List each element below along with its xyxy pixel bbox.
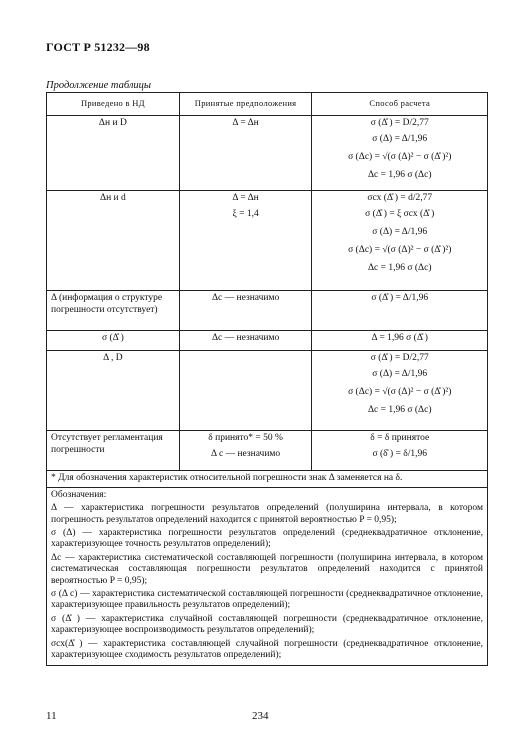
- note-item: σсх(Δ̊ ) — характеристика составляющей случайной погрешности (среднеквадратичное отклонение, характеризующее сходимость результатов определений);: [51, 638, 483, 660]
- footnote: * Для обозначения характеристик относительной погрешности знак Δ заменяется на δ.: [47, 471, 488, 488]
- formula-line: σ (Δ̊ ) = Δ/1,96: [371, 293, 429, 303]
- notes-row: [47, 487, 488, 665]
- column-header-method: Способ расчета: [312, 93, 488, 116]
- assumption-line: ξ = 1,4: [232, 209, 259, 219]
- footnote-row: [47, 471, 488, 488]
- footer-page-number: 234: [252, 710, 269, 722]
- methods-table: [46, 92, 488, 666]
- note-item: σ (Δ) — характеристика погрешности результатов определений (среднеквадратичное отклонение, характеризующее точность результатов определений);: [51, 528, 483, 550]
- formula-line: σ (Δ̊ ) = ξ σсх (Δ̊ ): [365, 209, 435, 219]
- table-row: [47, 431, 488, 471]
- cell-assumptions: [179, 351, 312, 431]
- cell-given: Δн и d: [47, 191, 180, 291]
- notes-title: Обозначения:: [51, 489, 107, 500]
- cell-method: [312, 291, 488, 331]
- formula-line: σ (Δ̊ ) = D/2,77: [370, 118, 429, 128]
- cell-given: σ (Δ̊ ): [47, 331, 180, 351]
- formula-line: σ (Δc) = √(σ (Δ)² − σ (Δ̊ )²): [348, 387, 452, 397]
- cell-given: Отсутствует регламентация погрешности: [47, 431, 180, 471]
- assumption-line: Δ c — незначимо: [211, 449, 281, 459]
- formula-line: σ (Δc) = √(σ (Δ)² − σ (Δ̊ )²): [348, 245, 452, 255]
- cell-method: [312, 331, 488, 351]
- formula-line: Δc = 1,96 σ (Δc): [367, 263, 432, 273]
- formula-line: σ (δ̊ ) = δ/1,96: [372, 449, 427, 459]
- assumption-line: Δc — незначимо: [211, 333, 280, 343]
- table-row: [47, 331, 488, 351]
- formula-line: Δc = 1,96 σ (Δc): [367, 405, 432, 415]
- note-item: Δc — характеристика систематической составляющей погрешности (полуширина интервала, в котором систематическая составляющая погрешности результатов определений находится с принятой вероятностью P = 0,95);: [51, 552, 483, 586]
- formula-line: σ (Δ) = Δ/1,96: [372, 227, 428, 237]
- formula-line: σ (Δ) = Δ/1,96: [372, 369, 428, 379]
- cell-assumptions: [179, 431, 312, 471]
- cell-assumptions: [179, 291, 312, 331]
- cell-method: [312, 431, 488, 471]
- formula-line: Δc = 1,96 σ (Δc): [367, 170, 432, 180]
- column-header-assumptions: Принятые предположения: [179, 93, 312, 116]
- cell-assumptions: [179, 331, 312, 351]
- cell-given: Δ (информация о структуре погрешности отсутствует): [47, 291, 180, 331]
- table-header-row: [47, 93, 488, 116]
- cell-method: [312, 116, 488, 191]
- cell-given: Δн и D: [47, 116, 180, 191]
- cell-assumptions: [179, 191, 312, 291]
- document-header: ГОСТ Р 51232—98: [46, 40, 150, 54]
- table-caption: Продолжение таблицы: [46, 80, 152, 91]
- column-header-given: Приведено в НД: [47, 93, 180, 116]
- formula-line: σ (Δ) = Δ/1,96: [372, 134, 428, 144]
- table-row: [47, 291, 488, 331]
- formula-line: σсх (Δ̊ ) = d/2,77: [367, 193, 433, 203]
- assumption-line: Δ = Δн: [232, 193, 259, 203]
- formula-line: σ (Δ̊ ) = D/2,77: [370, 353, 429, 363]
- note-item: σ (Δ̊ ) — характеристика случайной составляющей погрешности (среднеквадратичное отклонение, характеризующее воспроизводимость результатов определений);: [51, 613, 483, 636]
- cell-given: Δ , D: [47, 351, 180, 431]
- assumption-line: δ принято* = 50 %: [208, 433, 283, 443]
- table-row: [47, 351, 488, 431]
- formula-line: δ = δ принятое: [370, 433, 430, 443]
- formula-line: σ (Δc) = √(σ (Δ)² − σ (Δ̊ )²): [348, 152, 452, 162]
- cell-method: [312, 351, 488, 431]
- table-row: [47, 191, 488, 291]
- note-item: Δ — характеристика погрешности результатов определений (полуширина интервала, в котором погрешность результатов определений находится с принятой вероятностью P = 0,95);: [51, 503, 483, 525]
- footer-page-index: 11: [46, 710, 57, 722]
- note-item: σ (Δ c) — характеристика систематической составляющей погрешности (среднеквадратичное отклонение, характеризующее правильность результатов определений);: [51, 589, 483, 611]
- assumption-line: Δc — незначимо: [211, 293, 280, 303]
- table-row: [47, 116, 488, 191]
- assumption-line: Δ = Δн: [232, 118, 259, 128]
- cell-assumptions: [179, 116, 312, 191]
- cell-method: [312, 191, 488, 291]
- notes: [47, 487, 488, 665]
- formula-line: Δ = 1,96 σ (Δ̊ ): [371, 333, 428, 343]
